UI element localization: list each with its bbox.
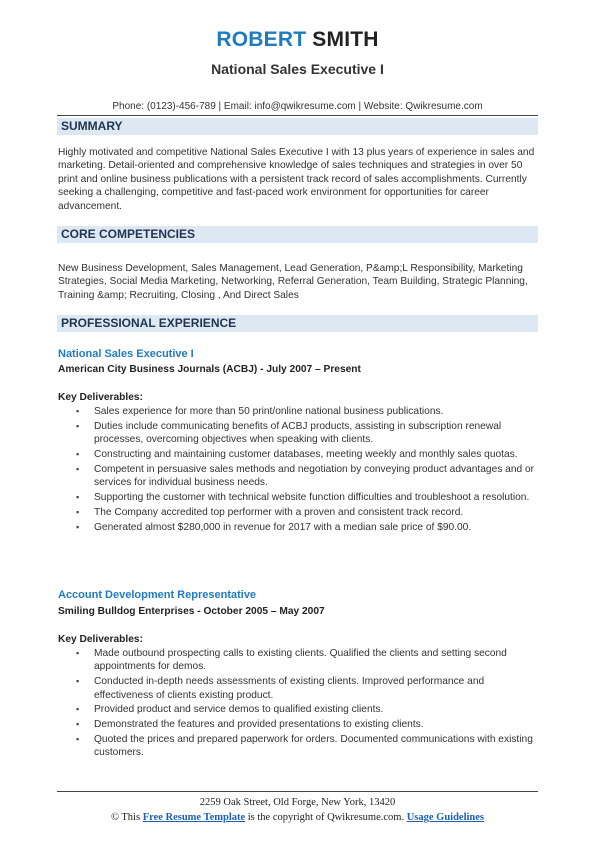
- list-item: ▪ Provided product and service demos to qualified existing clients.: [94, 703, 538, 716]
- free-resume-template-link[interactable]: Free Resume Template: [142, 812, 246, 823]
- list-item: ▪ Generated almost $280,000 in revenue for 2017 with a median sale price of $90.00.: [94, 521, 538, 534]
- job-2-deliverables-label: Key Deliverables:: [58, 634, 143, 645]
- job-1-company: American City Business Journals (ACBJ) - July 2007 – Present: [58, 364, 361, 375]
- section-heading: CORE COMPETENCIES: [61, 227, 196, 241]
- section-core-competencies: [57, 226, 538, 243]
- list-item: ▪ Constructing and maintaining customer databases, meeting weekly and monthly sales quotas.: [94, 448, 538, 461]
- footer-address: 2259 Oak Street, Old Forge, New York, 13420: [199, 797, 396, 808]
- first-name: ROBERT: [216, 28, 307, 51]
- copyright-prefix: © This: [110, 812, 143, 823]
- section-heading: SUMMARY: [61, 119, 123, 133]
- job-2-bullets: [94, 647, 538, 761]
- header-divider: [57, 115, 538, 116]
- last-name: SMITH: [312, 28, 379, 51]
- job-title: National Sales Executive I: [211, 61, 384, 77]
- contact-info: Phone: (0123)-456-789 | Email: info@qwikresume.com | Website: Qwikresume.com: [112, 101, 483, 112]
- section-professional-experience: [57, 315, 538, 332]
- section-heading: PROFESSIONAL EXPERIENCE: [61, 316, 237, 330]
- list-item: ▪ The Company accredited top performer with a proven and consistent track record.: [94, 506, 538, 519]
- job-2-title: Account Development Representative: [58, 589, 257, 601]
- list-item: ▪ Quoted the prices and prepared paperwork for orders. Documented communications with existing customers.: [94, 733, 538, 760]
- candidate-name: [0, 28, 595, 52]
- section-summary: [57, 118, 538, 135]
- list-item: ▪ Made outbound prospecting calls to existing clients. Qualified the clients and setting second appointments for demos.: [94, 647, 538, 674]
- usage-guidelines-link[interactable]: Usage Guidelines: [406, 812, 485, 823]
- list-item: ▪ Conducted in-depth needs assessments of existing clients. Improved performance and effectiveness of clients existing product.: [94, 675, 538, 702]
- list-item: ▪ Sales experience for more than 50 print/online national business publications.: [94, 405, 538, 418]
- list-item: ▪ Competent in persuasive sales methods and negotiation by conveying product advantages and or services for individual business needs.: [94, 463, 538, 490]
- list-item: ▪ Demonstrated the features and provided presentations to existing clients.: [94, 718, 538, 731]
- job-1-deliverables-label: Key Deliverables:: [58, 392, 143, 403]
- job-1-title: National Sales Executive I: [58, 348, 194, 360]
- copyright-middle: is the copyright of Qwikresume.com.: [245, 812, 407, 823]
- list-item: ▪ Duties include communicating benefits of ACBJ products, assisting in subscription renewal processes, overcoming objectives when speaking with clients.: [94, 420, 538, 447]
- job-1-bullets: [94, 405, 538, 535]
- job-2-company: Smiling Bulldog Enterprises - October 2005 – May 2007: [58, 606, 325, 617]
- competencies-text: New Business Development, Sales Management, Lead Generation, P&amp;L Responsibility, Marketing Strategies, Social Media Marketing, Networking, Referral Generation, Team Building, Strategic Planning, Training &amp; Recruiting, Closing , And Direct Sales: [58, 263, 528, 301]
- summary-text: Highly motivated and competitive National Sales Executive I with 13 plus years of experience in sales and marketing. Detail-oriented and comprehensive knowledge of sales techniques and strategies in over 50 print and online business publications with a persistent track record of sales accomplishments. Currently seeking a challenging, competitive and fast-paced work environment for opportunities for career advancement.: [58, 147, 535, 212]
- list-item: ▪ Supporting the customer with technical website function difficulties and troubleshoot a resolution.: [94, 491, 538, 504]
- footer-divider: [57, 791, 538, 792]
- footer-copyright: [0, 812, 595, 824]
